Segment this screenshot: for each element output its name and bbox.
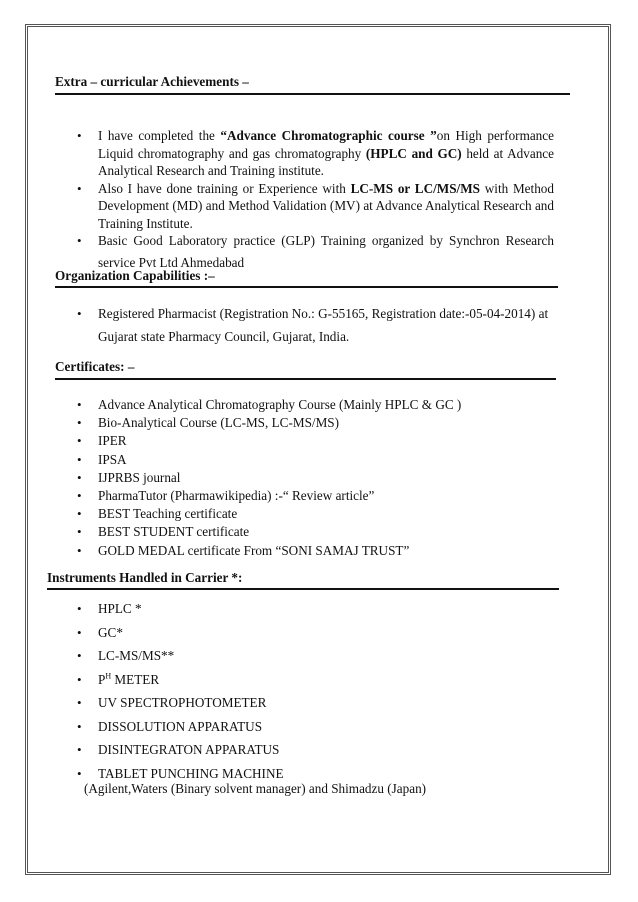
instrument-item: • DISINTEGRATON APPARATUS — [74, 738, 554, 762]
certificate-item: • IPER — [74, 432, 554, 450]
certificate-item: • Bio-Analytical Course (LC-MS, LC-MS/MS) — [74, 414, 554, 432]
achievement-item: • Also I have done training or Experience with LC-MS or LC/MS/MS with Method Development (MD) and Method Validation (MV) at Advance Analytical Research and Training Institute. — [74, 180, 554, 233]
instrument-item: • UV SPECTROPHOTOMETER — [74, 691, 554, 715]
certificates-rule — [55, 378, 556, 380]
certificate-item: • BEST STUDENT certificate — [74, 523, 554, 541]
instrument-item: • DISSOLUTION APPARATUS — [74, 715, 554, 739]
instrument-item: • TABLET PUNCHING MACHINE — [74, 762, 554, 786]
instruments-rule — [47, 588, 559, 590]
extra-curricular-list — [74, 127, 554, 274]
achievement-item: • I have completed the “Advance Chromatographic course ”on High performance Liquid chromatography and gas chromatography (HPLC and GC) held at Advance Analytical Research and Training institute. — [74, 127, 554, 180]
certificate-item: • IPSA — [74, 451, 554, 469]
certificate-item: • BEST Teaching certificate — [74, 505, 554, 523]
instruments-heading: Instruments Handled in Carrier *: — [47, 570, 243, 585]
certificates-heading: Certificates: – — [55, 359, 135, 374]
extra-curricular-heading: Extra – curricular Achievements – — [55, 74, 249, 89]
achievement-item: • Basic Good Laboratory practice (GLP) Training organized by Synchron Research service Pvt Ltd Ahmedabad — [74, 230, 554, 274]
organization-rule — [55, 286, 558, 288]
instrument-item: • GC* — [74, 621, 554, 645]
instruments-list — [74, 597, 554, 785]
organization-item: • Registered Pharmacist (Registration No.: G-55165, Registration date:-05-04-2014) at Gujarat state Pharmacy Council, Gujarat, India. — [74, 302, 554, 348]
certificates-list — [74, 396, 554, 560]
organization-list — [74, 302, 554, 348]
instruments-manufacturers-note: (Agilent,Waters (Binary solvent manager) and Shimadzu (Japan) — [84, 781, 427, 796]
extra-curricular-rule — [55, 93, 570, 95]
instrument-item: • $P^H$ METER — [74, 668, 554, 692]
instrument-item: • LC-MS/MS** — [74, 644, 554, 668]
certificate-item: • IJPRBS journal — [74, 469, 554, 487]
certificate-item: • GOLD MEDAL certificate From “SONI SAMAJ TRUST” — [74, 542, 554, 560]
instrument-item: • HPLC * — [74, 597, 554, 621]
organization-heading: Organization Capabilities :– — [55, 268, 215, 283]
certificate-item: • Advance Analytical Chromatography Course (Mainly HPLC & GC ) — [74, 396, 554, 414]
certificate-item: • PharmaTutor (Pharmawikipedia) :-“ Review article” — [74, 487, 554, 505]
